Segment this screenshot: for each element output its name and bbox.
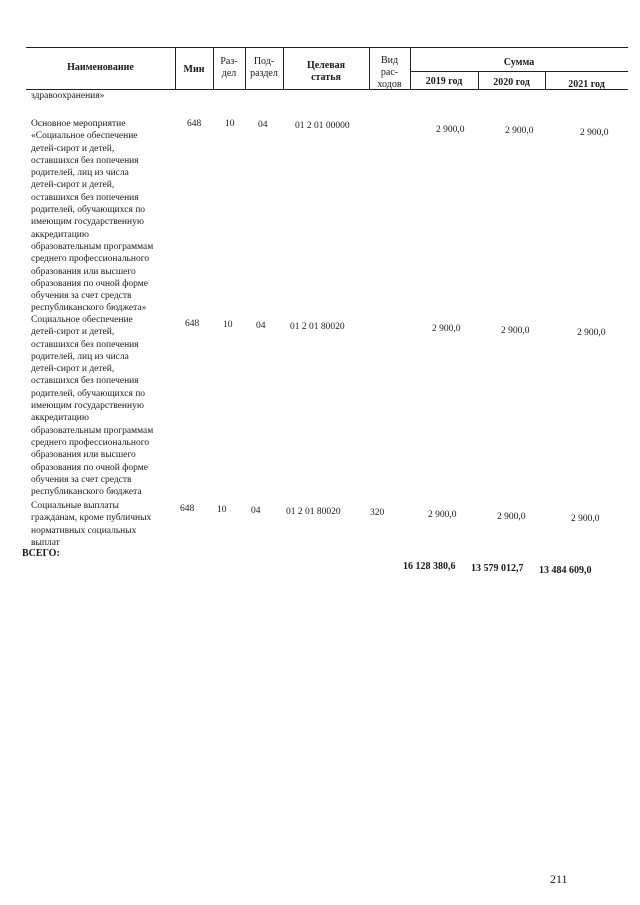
row-name-line: образования по очной форме (31, 462, 149, 473)
row-name-line: образовательным программам (31, 425, 154, 436)
header-year-2019: 2019 год (425, 76, 463, 87)
row-name-line: среднего профессионального (31, 437, 150, 448)
row-name-line: детей-сирот и детей, (31, 143, 115, 154)
header-top-border (26, 47, 628, 48)
row-name-line: оставшихся без попечения (31, 192, 139, 203)
row-name-line: гражданам, кроме публичных (31, 513, 152, 524)
row-name-line: оставшихся без попечения (31, 339, 139, 350)
row-razdel: 10 (223, 320, 233, 330)
header-bottom-border (26, 89, 628, 90)
row-razdel: 10 (217, 505, 227, 515)
row-name-line: образования или высшего (31, 266, 136, 277)
row-name-line: образования по очной форме (31, 278, 149, 289)
row-min: 648 (185, 319, 200, 329)
header-razdel (213, 56, 245, 80)
row-name-line: обучения за счет средств (31, 291, 132, 302)
row-name-line: образовательным программам (31, 241, 154, 252)
row-name-line: Социальные выплаты (31, 501, 119, 511)
row-name (31, 118, 181, 315)
header-razdel-line: дел (221, 68, 237, 79)
row-name (31, 500, 181, 549)
header-name: Наименование (67, 62, 134, 73)
row-name-line: имеющим государственную (31, 217, 144, 228)
row-name-line: имеющим государственную (31, 401, 144, 412)
header-vid-line: ходов (377, 79, 402, 90)
row-podrazdel: 04 (258, 120, 268, 130)
row-name-line: Социальное обеспечение (31, 315, 133, 325)
row-name-line: аккредитацию (31, 229, 89, 240)
total-2021: 13 484 609,0 (539, 565, 592, 576)
row-name-line: образования или высшего (31, 450, 136, 461)
row-2020: 2 900,0 (505, 126, 534, 136)
header-celevaya-line: статья (311, 72, 341, 83)
header-celevaya (283, 60, 369, 84)
row-name-line: обучения за счет средств (31, 474, 132, 485)
row-celevaya: 01 2 01 00000 (295, 121, 350, 131)
header-summa: Сумма (503, 57, 535, 68)
summa-divider (410, 71, 628, 72)
row-2020: 2 900,0 (501, 326, 530, 336)
row-name-line: оставшихся без попечения (31, 376, 139, 387)
row-podrazdel: 04 (256, 321, 266, 331)
row-name-line: родителей, обучающихся по (31, 205, 146, 216)
header-min: Мин (183, 64, 205, 75)
row-min: 648 (187, 119, 202, 129)
row-name-line: оставшихся без попечения (31, 155, 139, 166)
row-name-line: республиканского бюджета» (31, 303, 147, 314)
row-name-line: родителей, лиц из числа (31, 351, 129, 362)
row-name-line: среднего профессионального (31, 254, 150, 265)
header-vid-line: Вид (380, 55, 399, 66)
row-2021: 2 900,0 (577, 328, 606, 338)
carry-over-text: здравоохранения» (31, 91, 105, 101)
header-celevaya-line: Целевая (306, 60, 346, 71)
row-name-line: детей-сирот и детей, (31, 180, 115, 191)
row-name-line: выплат (31, 537, 60, 548)
row-name (31, 314, 181, 498)
row-name-line: родителей, лиц из числа (31, 168, 129, 179)
header-vid (369, 55, 410, 91)
row-razdel: 10 (225, 119, 235, 129)
total-2019: 16 128 380,6 (403, 561, 456, 572)
row-celevaya: 01 2 01 80020 (286, 507, 341, 517)
row-2020: 2 900,0 (497, 512, 526, 522)
row-podrazdel: 04 (251, 506, 261, 516)
header-podrazdel-line: раздел (250, 68, 278, 79)
row-2021: 2 900,0 (580, 128, 609, 138)
row-name-line: «Социальное обеспечение (31, 131, 138, 142)
row-2019: 2 900,0 (432, 324, 461, 334)
header-razdel-line: Раз- (220, 56, 238, 67)
row-name-line: родителей, обучающихся по (31, 388, 146, 399)
row-name-line: Основное мероприятие (31, 119, 126, 129)
header-year-2021: 2021 год (568, 79, 605, 90)
row-vid: 320 (370, 508, 385, 518)
header-podrazdel (245, 56, 283, 80)
total-2020: 13 579 012,7 (471, 563, 524, 574)
row-name-line: детей-сирот и детей, (31, 364, 115, 375)
row-celevaya: 01 2 01 80020 (290, 322, 345, 332)
row-2019: 2 900,0 (428, 510, 457, 520)
row-name-line: аккредитацию (31, 413, 89, 424)
row-min: 648 (180, 504, 195, 514)
page-number: 211 (550, 872, 568, 886)
header-podrazdel-line: Под- (253, 56, 275, 67)
row-2021: 2 900,0 (571, 514, 600, 524)
header-vid-line: рас- (380, 67, 399, 78)
header-year-2020: 2020 год (493, 77, 530, 88)
row-2019: 2 900,0 (436, 125, 465, 135)
row-name-line: республиканского бюджета (31, 487, 142, 498)
row-name-line: нормативных социальных (31, 525, 137, 536)
total-label: ВСЕГО: (22, 548, 60, 559)
row-name-line: детей-сирот и детей, (31, 327, 115, 338)
